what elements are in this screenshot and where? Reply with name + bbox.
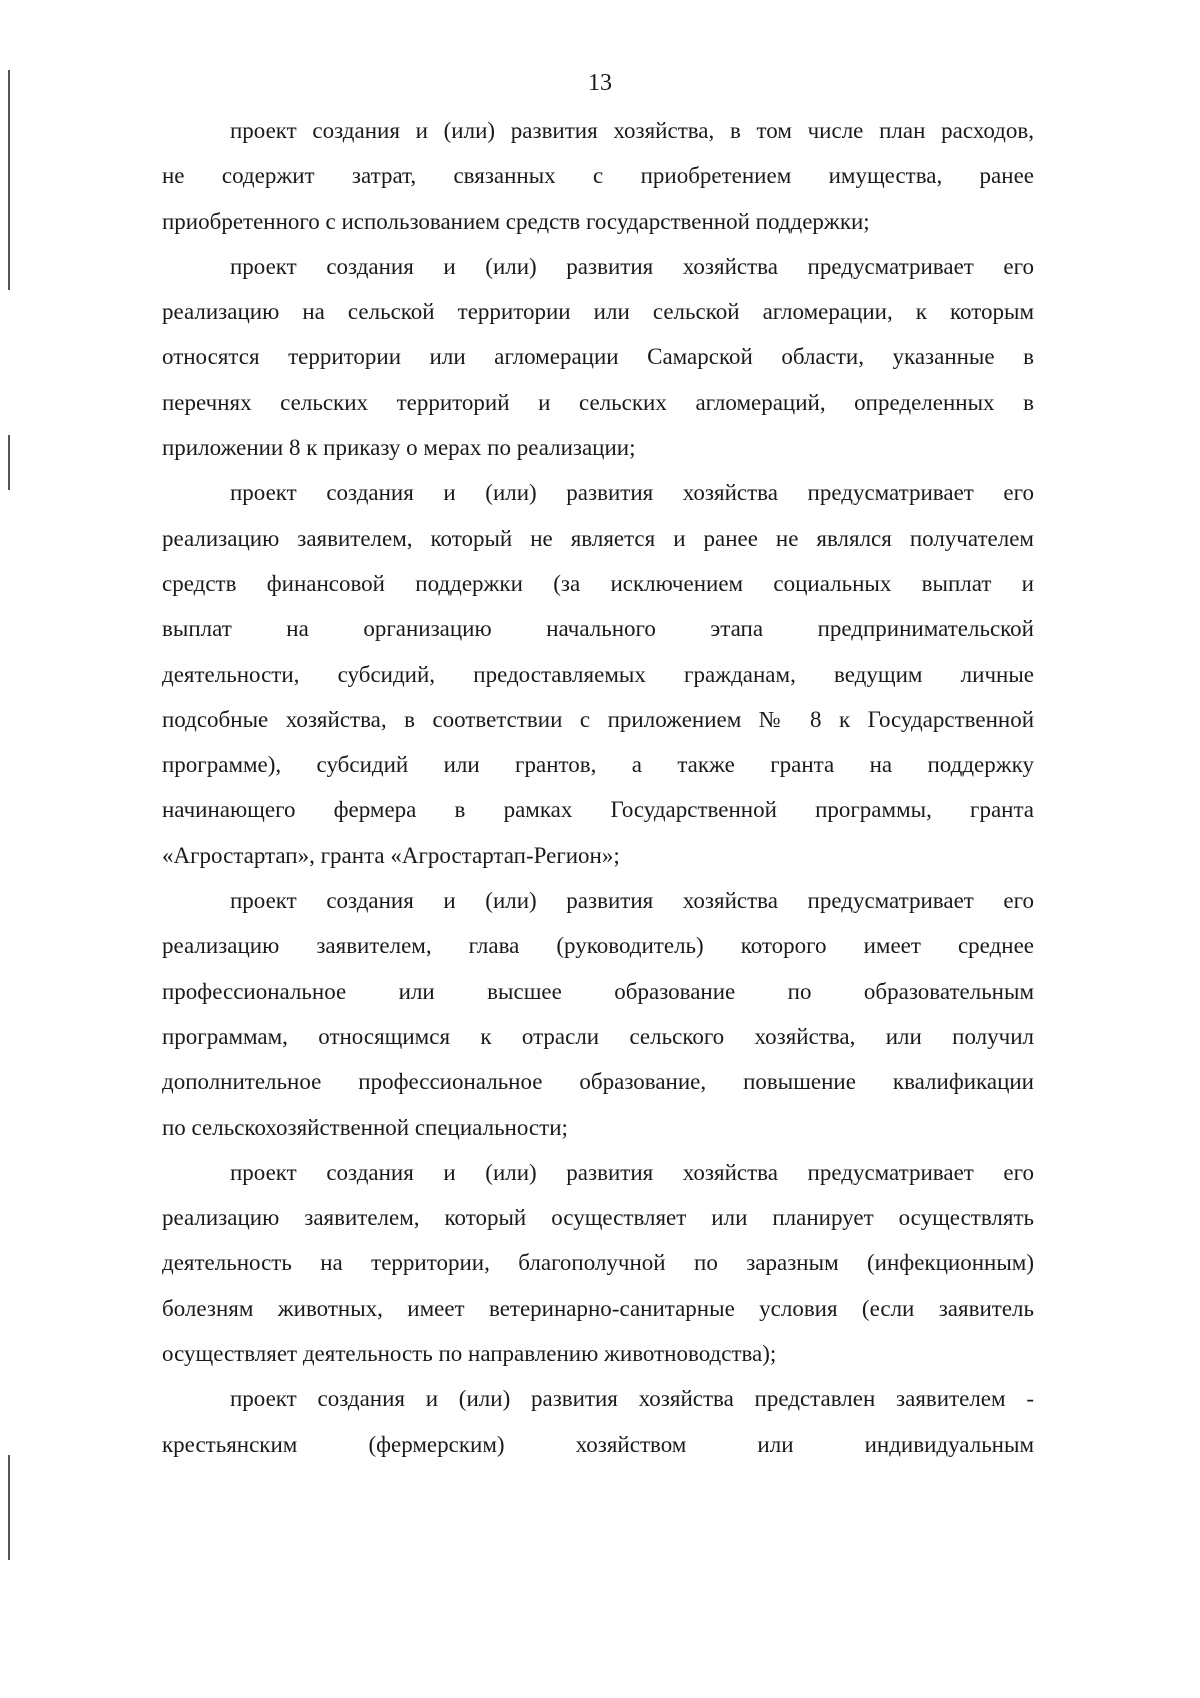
scan-margin-mark bbox=[8, 70, 10, 290]
text-line: проект создания и (или) развития хозяйства предусматривает его bbox=[230, 888, 1034, 914]
paragraph bbox=[162, 108, 1034, 244]
text-line: относятся территории или агломерации Самарской области, указанные в bbox=[162, 344, 1034, 370]
paragraph bbox=[162, 470, 1034, 878]
paragraph bbox=[162, 1150, 1034, 1376]
text-line: начинающего фермера в рамках Государственной программы, гранта bbox=[162, 797, 1034, 823]
text-line: выплат на организацию начального этапа предпринимательской bbox=[162, 616, 1034, 642]
page-number: 13 bbox=[588, 70, 612, 96]
text-line: болезням животных, имеет ветеринарно-санитарные условия (если заявитель bbox=[162, 1295, 1034, 1321]
scan-margin-mark bbox=[8, 1455, 10, 1560]
paragraph bbox=[162, 1376, 1034, 1467]
text-line: реализацию заявителем, который не является и ранее не являлся получателем bbox=[162, 525, 1034, 551]
text-line: перечнях сельских территорий и сельских агломераций, определенных в bbox=[162, 389, 1034, 415]
paragraph bbox=[162, 878, 1034, 1150]
text-line: приложении 8 к приказу о мерах по реализации; bbox=[162, 435, 636, 461]
text-line: дополнительное профессиональное образование, повышение квалификации bbox=[162, 1069, 1034, 1095]
paragraph bbox=[162, 244, 1034, 470]
text-line: реализацию на сельской территории или сельской агломерации, к которым bbox=[162, 299, 1034, 325]
text-line: проект создания и (или) развития хозяйства, в том числе план расходов, bbox=[230, 118, 1034, 143]
text-line: проект создания и (или) развития хозяйства предусматривает его bbox=[230, 480, 1034, 506]
text-line: деятельности, субсидий, предоставляемых гражданам, ведущим личные bbox=[162, 661, 1034, 687]
text-line: профессиональное или высшее образование по образовательным bbox=[162, 978, 1034, 1004]
text-line: проект создания и (или) развития хозяйства предусматривает его bbox=[230, 1159, 1034, 1185]
text-line: деятельность на территории, благополучной по заразным (инфекционным) bbox=[162, 1250, 1034, 1276]
text-line: проект создания и (или) развития хозяйства представлен заявителем - bbox=[230, 1386, 1034, 1412]
text-line: приобретенного с использованием средств государственной поддержки; bbox=[162, 208, 870, 234]
document-body bbox=[162, 108, 1034, 1467]
text-line: проект создания и (или) развития хозяйства предусматривает его bbox=[230, 253, 1034, 279]
text-line: реализацию заявителем, глава (руководитель) которого имеет среднее bbox=[162, 933, 1034, 959]
text-line: не содержит затрат, связанных с приобретением имущества, ранее bbox=[162, 163, 1034, 189]
text-line: осуществляет деятельность по направлению животноводства); bbox=[162, 1341, 777, 1367]
text-line: крестьянским (фермерским) хозяйством или индивидуальным bbox=[162, 1431, 1034, 1457]
scan-margin-mark bbox=[8, 435, 10, 490]
text-line: по сельскохозяйственной специальности; bbox=[162, 1114, 568, 1140]
text-line: подсобные хозяйства, в соответствии с приложением № 8 к Государственной bbox=[162, 706, 1034, 732]
text-line: «Агростартап», гранта «Агростартап-Регион»; bbox=[162, 842, 620, 868]
text-line: программе), субсидий или грантов, а также гранта на поддержку bbox=[162, 752, 1034, 778]
text-line: реализацию заявителем, который осуществляет или планирует осуществлять bbox=[162, 1205, 1034, 1231]
text-line: программам, относящимся к отрасли сельского хозяйства, или получил bbox=[162, 1023, 1034, 1049]
text-line: средств финансовой поддержки (за исключением социальных выплат и bbox=[162, 570, 1034, 596]
